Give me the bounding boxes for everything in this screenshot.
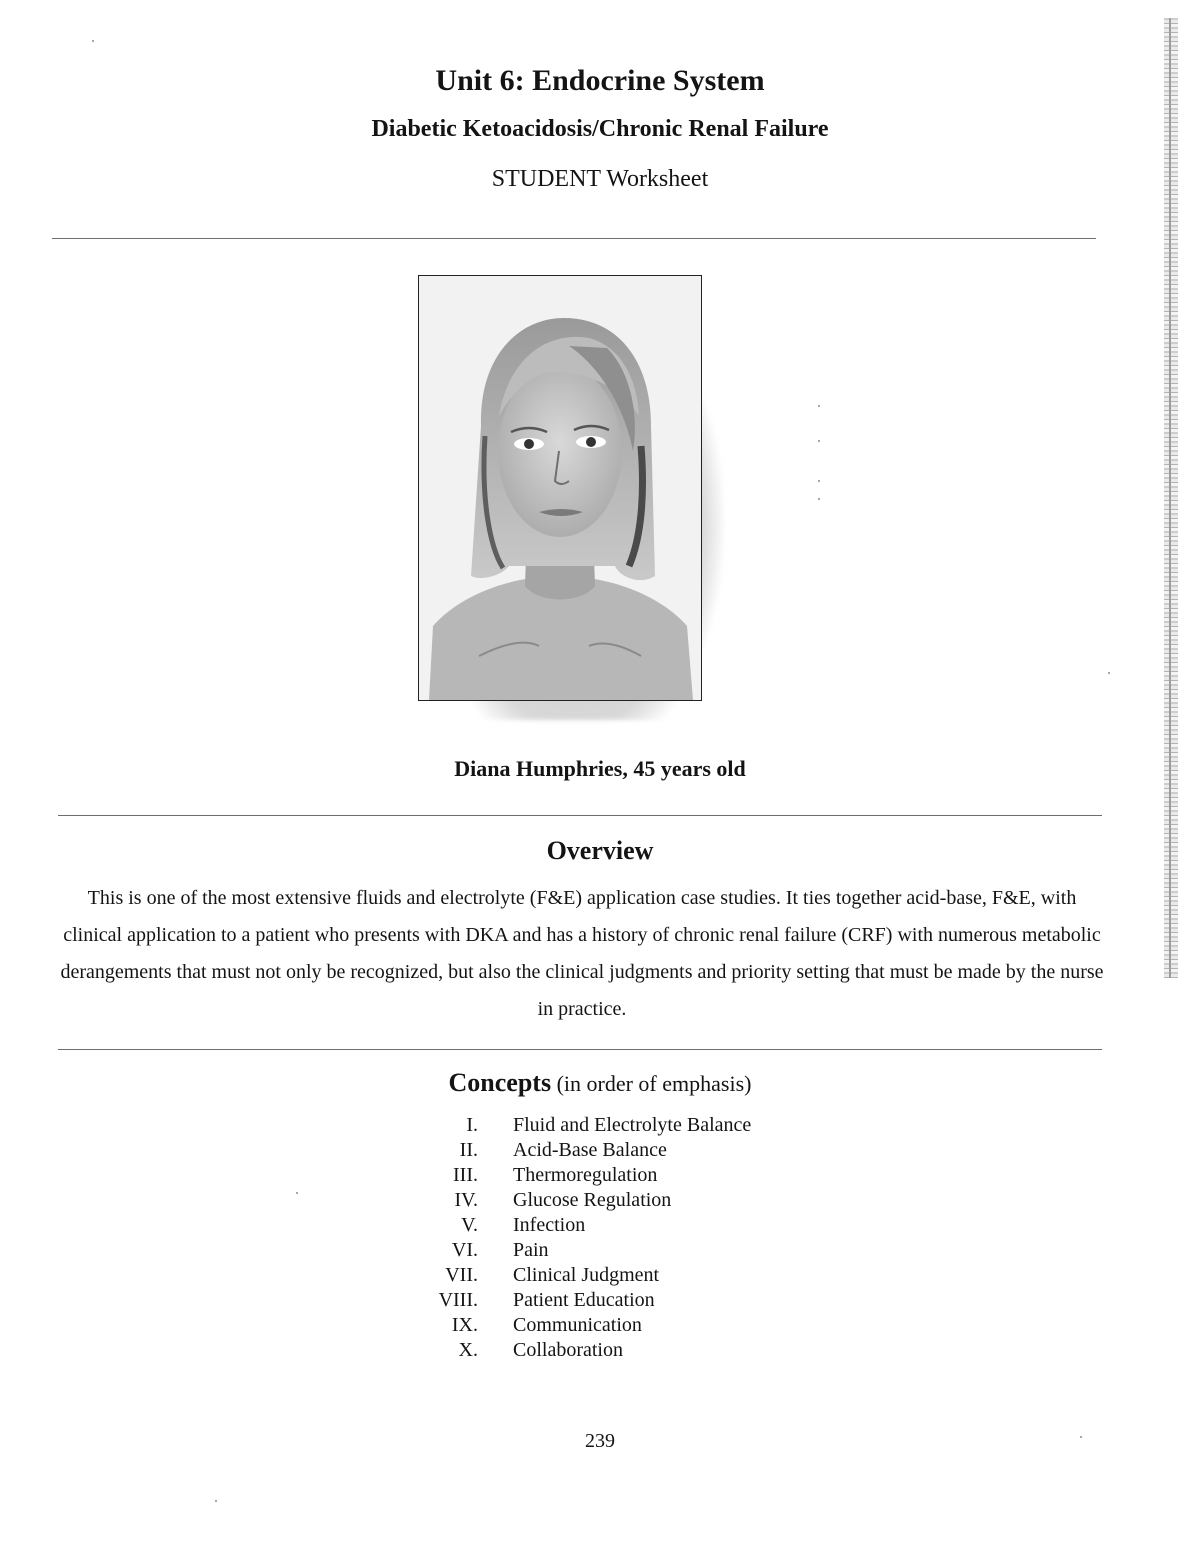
concepts-heading — [0, 1068, 1200, 1098]
list-item-number: I. — [466, 1114, 478, 1136]
list-item-number: IX. — [451, 1314, 478, 1336]
list-item-number: V. — [461, 1214, 478, 1236]
list-item-text: Infection — [513, 1214, 586, 1236]
list-item-number: X. — [458, 1339, 478, 1361]
list-item — [400, 1164, 820, 1189]
scan-speck — [215, 1500, 217, 1502]
portrait-illustration — [419, 276, 701, 700]
list-item-number: VII. — [445, 1264, 478, 1286]
scan-speck — [818, 405, 820, 407]
concept-list — [400, 1114, 820, 1364]
list-item — [400, 1339, 820, 1364]
list-item-number: III. — [453, 1164, 478, 1186]
scan-edge-artifact — [1164, 18, 1178, 978]
list-item — [400, 1114, 820, 1139]
list-item — [400, 1264, 820, 1289]
patient-caption: Diana Humphries, 45 years old — [454, 756, 746, 781]
scan-speck — [92, 40, 94, 42]
list-item — [400, 1139, 820, 1164]
scan-speck — [1080, 1436, 1082, 1438]
overview-heading: Overview — [546, 836, 654, 865]
list-item-text: Thermoregulation — [513, 1164, 658, 1186]
list-item-text: Clinical Judgment — [513, 1264, 660, 1286]
worksheet-label: STUDENT Worksheet — [491, 166, 709, 192]
page-number: 239 — [585, 1430, 615, 1452]
list-item-number: VIII. — [438, 1289, 478, 1311]
divider — [52, 238, 1096, 239]
list-item-text: Glucose Regulation — [513, 1189, 672, 1211]
list-item-text: Communication — [513, 1314, 642, 1336]
list-item-text: Collaboration — [513, 1339, 623, 1361]
list-item — [400, 1314, 820, 1339]
list-item-text: Acid-Base Balance — [513, 1139, 667, 1161]
list-item — [400, 1239, 820, 1264]
scan-speck — [818, 498, 820, 500]
list-item-text: Pain — [513, 1239, 549, 1261]
patient-portrait-photo — [418, 275, 702, 701]
list-item — [400, 1289, 820, 1314]
scan-speck — [818, 480, 820, 482]
concepts-note: (in order of emphasis) — [556, 1071, 752, 1096]
scan-speck — [818, 440, 820, 442]
list-item-text: Patient Education — [513, 1289, 655, 1311]
scan-speck — [296, 1192, 298, 1194]
list-item-text: Fluid and Electrolyte Balance — [513, 1114, 752, 1136]
case-study-subtitle: Diabetic Ketoacidosis/Chronic Renal Failure — [371, 116, 829, 142]
divider — [58, 1049, 1102, 1050]
concepts-title: Concepts — [448, 1068, 552, 1097]
overview-paragraph: This is one of the most extensive fluids and electrolyte (F&E) application case studies. It ties together acid-base, F&E, with clinical application to a patient who presents with DKA and has a history of chronic renal failure (CRF) with numerous metabolic derangements that must not only be recognized, but also the clinical judgments and priority setting that must be made by the nurse in practice. — [60, 887, 1104, 1020]
list-item — [400, 1214, 820, 1239]
scan-speck — [1108, 672, 1110, 674]
divider — [58, 815, 1102, 816]
list-item-number: II. — [459, 1139, 478, 1161]
list-item-number: VI. — [451, 1239, 478, 1261]
list-item-number: IV. — [454, 1189, 478, 1211]
list-item — [400, 1189, 820, 1214]
unit-title: Unit 6: Endocrine System — [435, 64, 765, 97]
